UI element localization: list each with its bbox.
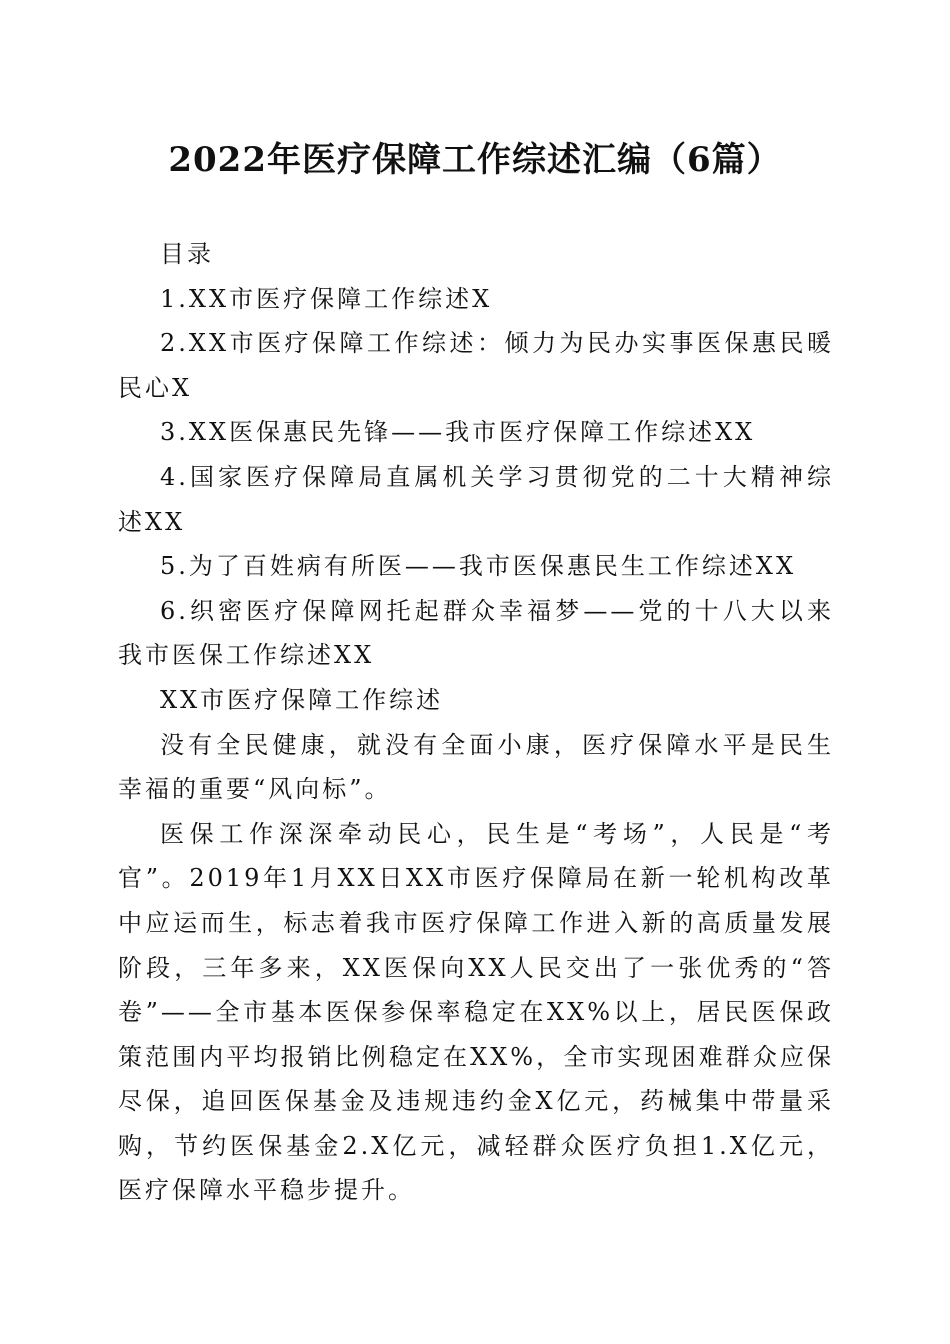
body-paragraph-2: 医保工作深深牵动民心，民生是“考场”，人民是“考官”。2019年1月XX日XX市医疗保障局在新一轮机构改革中应运而生，标志着我市医疗保障工作进入新的高质量发展阶段，三年多来，XX医保向XX人民交出了一张优秀的“答卷”——全市基本医保参保率稳定在XX%以上，居民医保政策范围内平均报销比例稳定在XX%，全市实现困难群众应保尽保，追回医保基金及违规违约金X亿元，药械集中带量采购，节约医保基金2.X亿元，减轻群众医疗负担1.X亿元，医疗保障水平稳步提升。 (118, 819, 834, 1205)
document-body (118, 232, 834, 1213)
toc-item-5: 5.为了百姓病有所医——我市医保惠民生工作综述XX (160, 552, 797, 581)
toc-item-2: 2.XX市医疗保障工作综述：倾力为民办实事医保惠民暖民心X (118, 329, 834, 402)
toc-item-3: 3.XX医保惠民先锋——我市医疗保障工作综述XX (160, 418, 756, 447)
toc-item-4: 4.国家医疗保障局直属机关学习贯彻党的二十大精神综述XX (118, 462, 834, 536)
toc-item-6: 6.织密医疗保障网托起群众幸福梦——党的十八大以来我市医保工作综述XX (118, 596, 834, 670)
toc-item-1: 1.XX市医疗保障工作综述X (160, 284, 493, 313)
body-paragraph-1: 没有全民健康，就没有全面小康，医疗保障水平是民生幸福的重要“风向标”。 (118, 730, 834, 804)
toc-heading: 目录 (160, 240, 214, 268)
section-title: XX市医疗保障工作综述 (160, 685, 444, 714)
document-title: 2022年医疗保障工作综述汇编（6篇） (168, 140, 782, 180)
